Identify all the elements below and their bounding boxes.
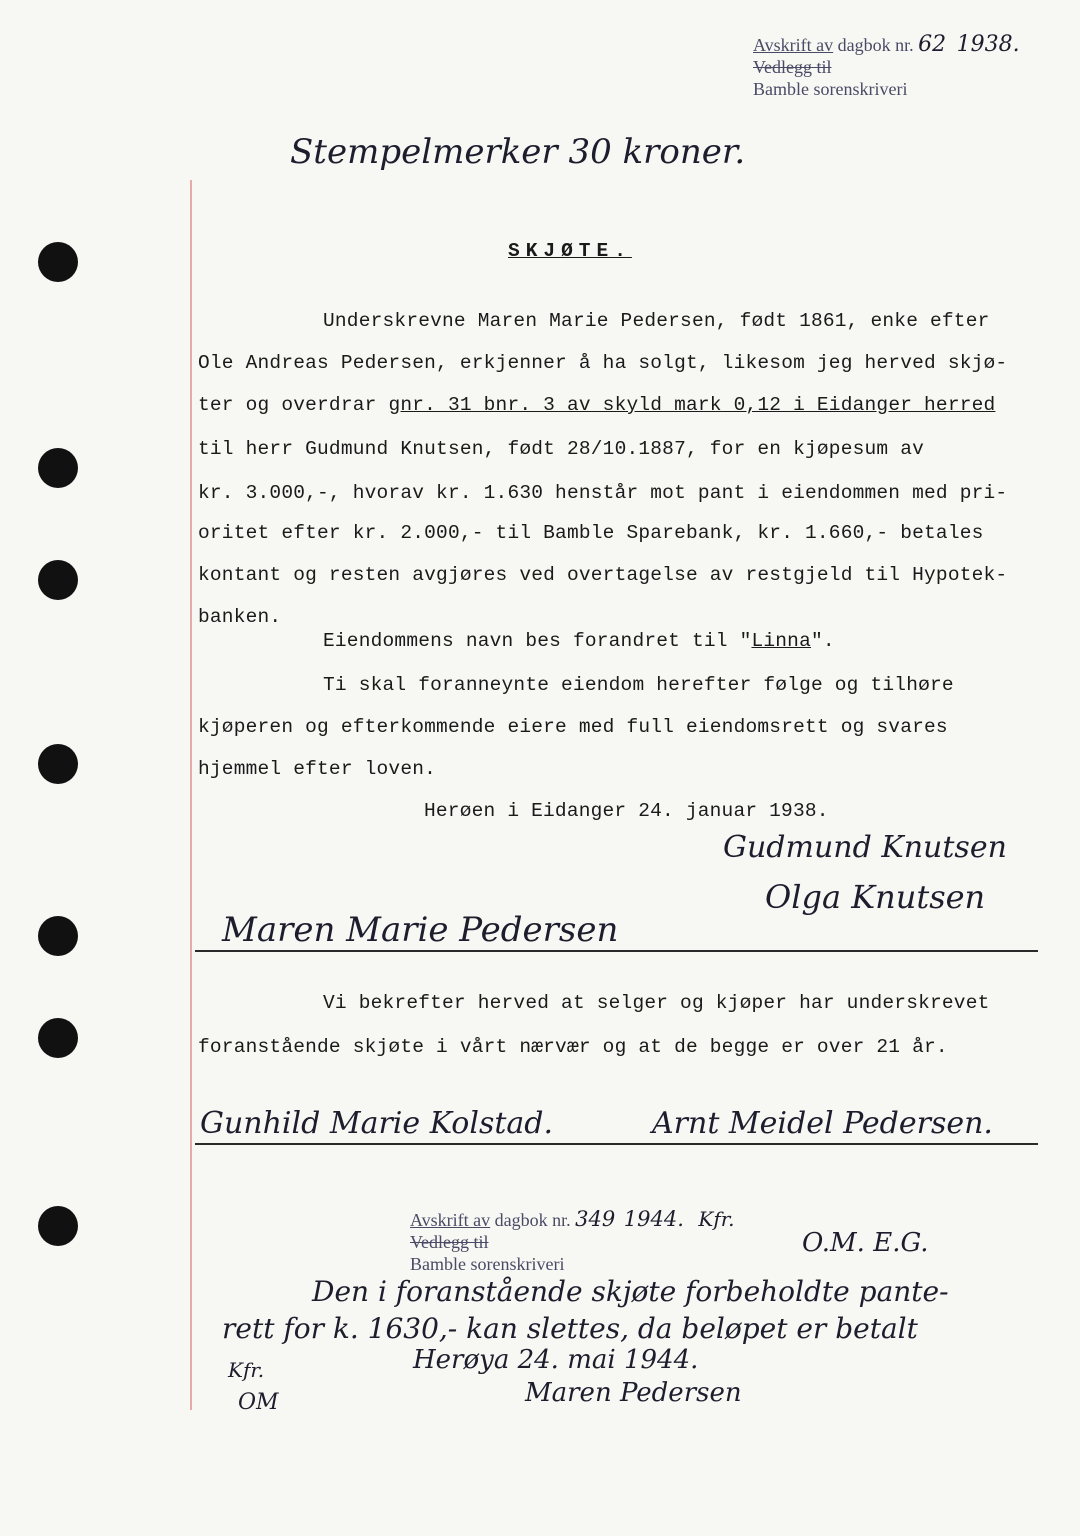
stamp-office: Bamble sorenskriveri bbox=[753, 79, 908, 99]
stamp-duty-note: Stempelmerker 30 kroner. bbox=[290, 132, 746, 172]
stamp-vedlegg-label: Vedlegg til bbox=[753, 57, 832, 77]
margin-initials: OM bbox=[238, 1390, 279, 1415]
place-date: Herøen i Eidanger 24. januar 1938. bbox=[424, 800, 829, 822]
bottom-stamp bbox=[410, 1208, 734, 1275]
release-note-line: rett for k. 1630,- kan slettes, da beløpet er betalt bbox=[222, 1312, 918, 1345]
body-line: Underskrevne Maren Marie Pedersen, født 1861, enke efter bbox=[323, 310, 990, 332]
body-line: banken. bbox=[198, 606, 282, 628]
witness-line: Vi bekrefter herved at selger og kjøper har underskrevet bbox=[323, 992, 990, 1014]
body-line: kontant og resten avgjøres ved overtagelse av restgjeld til Hypotek- bbox=[198, 564, 1008, 586]
stamp-year: 1944. bbox=[623, 1207, 684, 1231]
body-line: Ti skal foranneynte eiendom herefter følge og tilhøre bbox=[323, 674, 954, 696]
punch-hole bbox=[38, 744, 78, 784]
body-line: kr. 3.000,-, hvorav kr. 1.630 henstår mot pant i eiendommen med pri- bbox=[198, 482, 1008, 504]
top-stamp bbox=[753, 34, 1020, 100]
body-line bbox=[198, 394, 995, 416]
punch-hole bbox=[38, 448, 78, 488]
stamp-year: 1938. bbox=[956, 32, 1020, 57]
release-note-signature: Maren Pedersen bbox=[525, 1378, 742, 1408]
signature-buyer: Gudmund Knutsen bbox=[723, 830, 1007, 865]
release-note-line: Den i foranstående skjøte forbeholdte pante- bbox=[312, 1275, 949, 1308]
body-text: ter og overdrar bbox=[198, 394, 389, 416]
signature-buyer: Olga Knutsen bbox=[765, 878, 986, 916]
release-note-line: Herøya 24. mai 1944. bbox=[413, 1345, 699, 1375]
body-text: Eiendommens navn bes forandret til " bbox=[323, 630, 752, 652]
body-line: Ole Andreas Pedersen, erkjenner å ha solgt, likesom jeg herved skjø- bbox=[198, 352, 1008, 374]
punch-hole bbox=[38, 1206, 78, 1246]
punch-hole bbox=[38, 916, 78, 956]
stamp-avskrift-label: Avskrift av bbox=[410, 1210, 491, 1230]
stamp-dagbok-number: 349 bbox=[575, 1207, 616, 1231]
signature-line bbox=[195, 1143, 1038, 1145]
document-title: SKJØTE. bbox=[508, 240, 632, 262]
signature-witness: Gunhild Marie Kolstad. bbox=[200, 1106, 554, 1141]
punch-hole bbox=[38, 242, 78, 282]
signature-seller: Maren Marie Pedersen bbox=[222, 910, 619, 950]
body-line: til herr Gudmund Knutsen, født 28/10.1887, for en kjøpesum av bbox=[198, 438, 925, 460]
signature-line bbox=[195, 950, 1038, 952]
stamp-dagbok-number: 62 bbox=[918, 32, 947, 57]
punch-hole bbox=[38, 1018, 78, 1058]
margin-initials: Kfr. bbox=[228, 1358, 265, 1382]
punch-hole bbox=[38, 560, 78, 600]
margin-rule bbox=[190, 180, 192, 1410]
signature-witness: Arnt Meidel Pedersen. bbox=[652, 1106, 993, 1141]
stamp-dagbok-label: dagbok nr. bbox=[837, 35, 914, 55]
body-line bbox=[323, 630, 835, 652]
stamp-avskrift-label: Avskrift av bbox=[753, 35, 834, 55]
initials: O.M. E.G. bbox=[802, 1228, 929, 1258]
body-text: ". bbox=[810, 630, 835, 652]
body-line: hjemmel efter loven. bbox=[198, 758, 437, 780]
body-line: oritet efter kr. 2.000,- til Bamble Sparebank, kr. 1.660,- betales bbox=[198, 522, 984, 544]
stamp-dagbok-label: dagbok nr. bbox=[494, 1210, 571, 1230]
stamp-reference: Kfr. bbox=[698, 1207, 735, 1231]
witness-line: foranstående skjøte i vårt nærvær og at de begge er over 21 år. bbox=[198, 1036, 948, 1058]
body-line: kjøperen og efterkommende eiere med full eiendomsrett og svares bbox=[198, 716, 948, 738]
stamp-vedlegg-label: Vedlegg til bbox=[410, 1232, 489, 1252]
property-reference: gnr. 31 bnr. 3 av skyld mark 0,12 i Eidanger herred bbox=[388, 394, 996, 416]
property-name: Linna bbox=[751, 630, 811, 652]
stamp-office: Bamble sorenskriveri bbox=[410, 1254, 565, 1274]
